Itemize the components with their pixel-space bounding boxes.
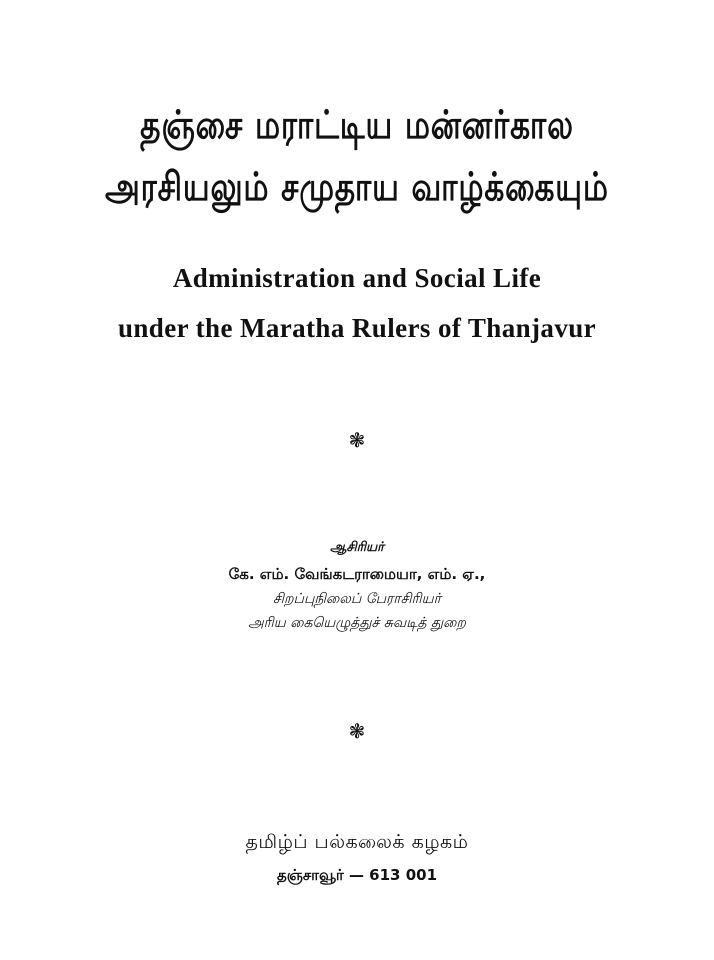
author-designation: சிறப்புநிலைப் பேராசிரியர் — [273, 591, 441, 607]
english-title-line-1: Administration and Social Life — [172, 263, 542, 293]
tamil-title-line-1: தஞ்சை மராட்டிய மன்னர்கால — [140, 103, 574, 148]
author-label: ஆசிரியர் — [330, 540, 384, 555]
author-department: அரிய கையெழுத்துச் சுவடித் துறை — [248, 615, 466, 631]
author-name: கே. எம். வேங்கடராமையா, எம். ஏ., — [228, 565, 486, 583]
english-title-line-2: under the Maratha Rulers of Thanjavur — [117, 313, 597, 343]
tamil-title-line-2: அரசியலும் சமுதாய வாழ்க்கையும் — [105, 165, 609, 210]
publisher-name: தமிழ்ப் பல்கலைக் கழகம் — [245, 831, 469, 853]
ornament-star-icon: ❃ — [348, 428, 366, 452]
publisher-address: தஞ்சாவூர் — 613 001 — [276, 866, 438, 884]
ornament-star-icon-2: ❃ — [348, 719, 366, 743]
